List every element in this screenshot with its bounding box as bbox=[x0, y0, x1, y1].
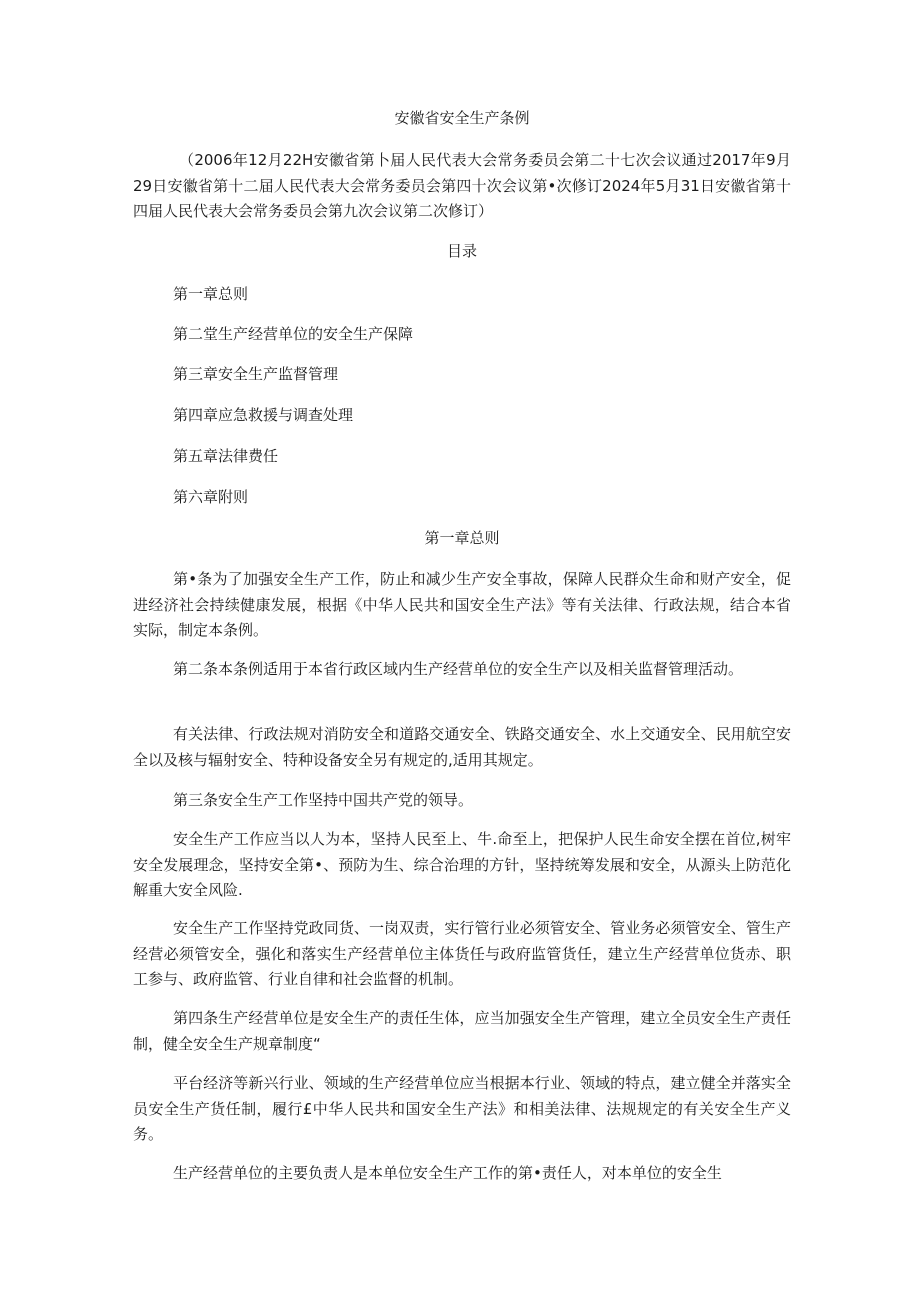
toc-item: 第六章附则 bbox=[173, 488, 249, 506]
document-title: 安徽省安全生产条例 bbox=[394, 109, 530, 127]
article-paragraph: 生产经营单位的主要负责人是本单位安全生产工作的第•责任人，对本单位的安全生 bbox=[173, 1164, 722, 1182]
toc-item: 第二堂生产经营单位的安全生产保障 bbox=[173, 325, 414, 343]
article-paragraph: 第二条本条例适用于本省行政区域内生产经营单位的安全生产以及相关监督管理活动。 bbox=[173, 660, 744, 678]
article-paragraph: 第四条生产经营单位是安全生产的责任生体，应当加强安全生产管理，建立全员安全生产责任制，健全安全生产规章制度“ bbox=[133, 1009, 791, 1053]
toc-item: 第五章法律费任 bbox=[173, 447, 279, 465]
toc-item: 第一章总则 bbox=[173, 285, 249, 303]
toc-item: 第四章应急救援与调查处理 bbox=[173, 406, 354, 424]
article-paragraph: 有关法律、行政法规对消防安全和道路交通安全、铁路交通安全、水上交通安全、民用航空安全以及核与辐射安全、特种设备安全另有规定的,适用其规定。 bbox=[133, 725, 791, 769]
toc-title: 目录 bbox=[446, 242, 477, 260]
article-paragraph: 安全生产工作坚持党政同货、一岗双责，实行管行业必须管安全、管业务必须管安全、管生产经营必须管安全，强化和落实生产经营单位主体货任与政府监管货任，建立生产经营单位货赤、职工参与、政府监管、行业自律和社会监督的机制。 bbox=[133, 919, 791, 988]
chapter-title: 第一章总则 bbox=[424, 529, 500, 547]
document-intro: （2006年12月22H安徽省第卜届人民代表大会常务委员会第二十七次会议通过2017年9月29日安徽省第十二届人民代表大会常务委员会第四十次会议第•次修订2024年5月31日安徽省第十四届人民代表大会常务委员会第九次会议第二次修订） bbox=[133, 151, 791, 220]
article-paragraph: 平台经济等新兴行业、领域的生产经营单位应当根据本行业、领域的特点，建立健全并落实全员安全生产货任制，履行£中华人民共和国安全生产法》和相美法律、法规规定的有关安全生产义务。 bbox=[133, 1074, 791, 1143]
toc-item: 第三章安全生产监督管理 bbox=[173, 365, 339, 383]
article-paragraph: 第三条安全生产工作坚持中国共产党的领导。 bbox=[173, 791, 474, 809]
article-paragraph: 第•条为了加强安全生产工作，防止和减少生产安全事故，保障人民群众生命和财产安全，促进经济社会持续健康发展，根据《中华人民共和国安全生产法》等有关法律、行政法规，结合本省实际，制定本条例。 bbox=[133, 570, 791, 639]
article-paragraph: 安全生产工作应当以人为本，坚持人民至上、牛.命至上，把保护人民生命安全摆在首位,树牢安全发展理念，坚持安全第•、预防为生、综合治理的方针，坚持统筹发展和安全，从源头上防范化解重大安全风险. bbox=[133, 830, 791, 899]
